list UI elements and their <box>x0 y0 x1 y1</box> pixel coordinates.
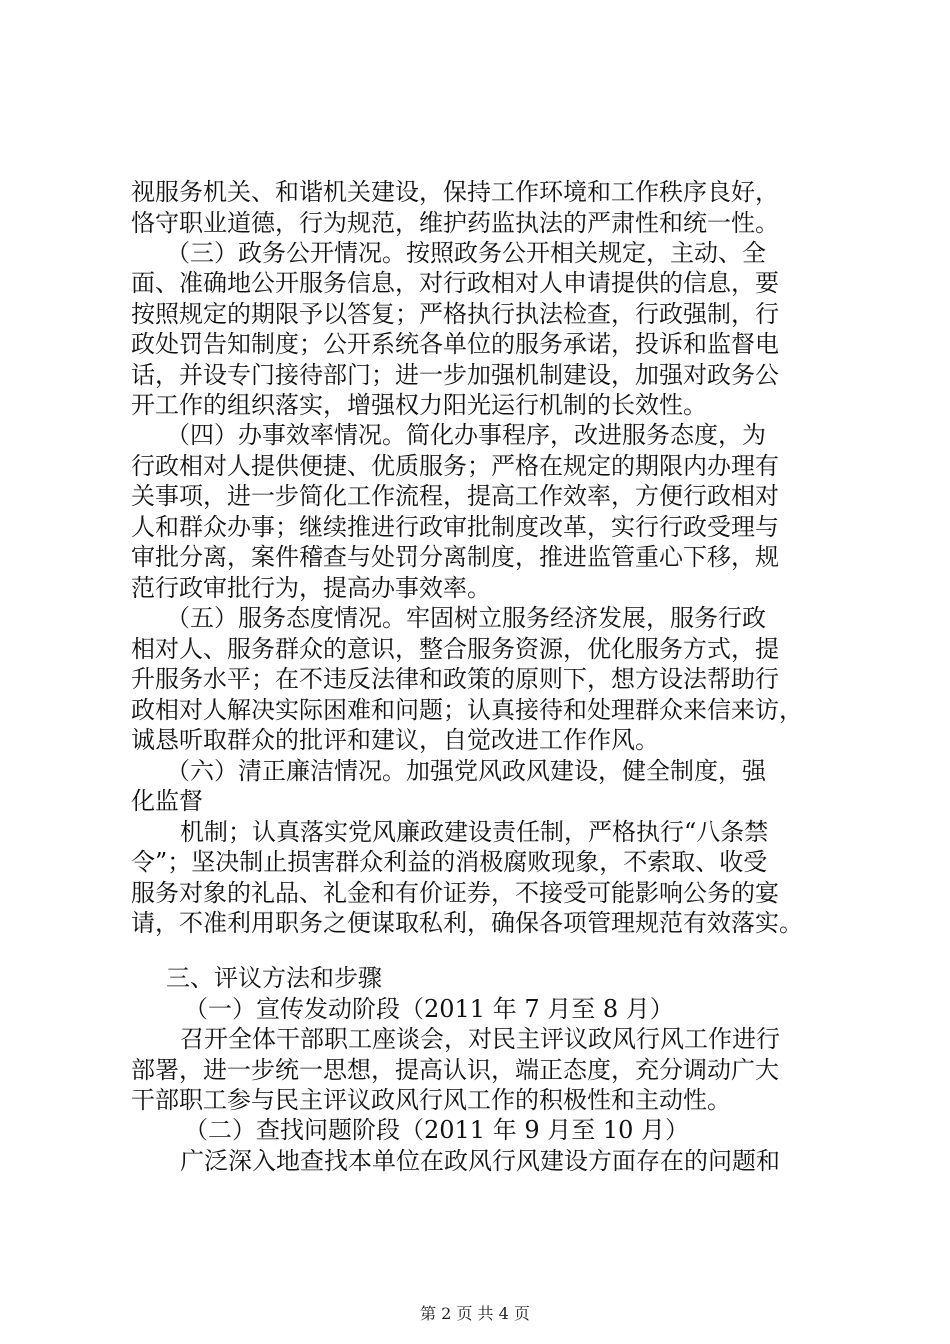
text-line: 按照规定的期限予以答复；严格执行执法检查，行政强制，行 <box>131 300 779 328</box>
text-line: 视服务机关、和谐机关建设，保持工作环境和工作秩序良好， <box>131 178 779 206</box>
text-line: 化监督 <box>131 787 203 815</box>
section-heading-line: （三）政务公开情况。按照政务公开相关规定，主动、全 <box>166 239 766 267</box>
text-line: 升服务水平；在不违反法律和政策的原则下，想方设法帮助行 <box>131 665 779 693</box>
text-line: 政相对人解决实际困难和问题；认真接待和处理群众来信来访， <box>131 696 803 724</box>
section-heading-line: （六）清正廉洁情况。加强党风政风建设，健全制度，强 <box>166 757 766 785</box>
text-line: 召开全体干部职工座谈会，对民主评议政风行风工作进行 <box>180 1025 780 1053</box>
section-heading-line: （四）办事效率情况。简化办事程序，改进服务态度，为 <box>166 421 766 449</box>
text-line: 审批分离，案件稽查与处罚分离制度，推进监管重心下移，规 <box>131 543 779 571</box>
text-line: 关事项，进一步简化工作流程，提高工作效率，方便行政相对 <box>131 482 779 510</box>
text-line: 面、准确地公开服务信息，对行政相对人申请提供的信息，要 <box>131 269 779 297</box>
section-heading-line: （一）宣传发动阶段（2011 年 7 月至 8 月） <box>184 995 674 1023</box>
text-line: 行政相对人提供便捷、优质服务；严格在规定的期限内办理有 <box>131 452 779 480</box>
section-heading-line: （二）查找问题阶段（2011 年 9 月至 10 月） <box>184 1116 690 1144</box>
text-line: 话，并设专门接待部门；进一步加强机制建设，加强对政务公 <box>131 361 779 389</box>
text-line: 恪守职业道德，行为规范，维护药监执法的严肃性和统一性。 <box>131 209 779 237</box>
chapter-heading: 三、评议方法和步骤 <box>166 964 382 992</box>
text-line: 干部职工参与民主评议政风行风工作的积极性和主动性。 <box>131 1086 731 1114</box>
text-line: 部署，进一步统一思想，提高认识，端正态度，充分调动广大 <box>131 1056 779 1084</box>
text-line: 广泛深入地查找本单位在政风行风建设方面存在的问题和 <box>180 1147 780 1175</box>
text-line: 人和群众办事；继续推进行政审批制度改革，实行行政受理与 <box>131 513 779 541</box>
text-line: 政处罚告知制度；公开系统各单位的服务承诺，投诉和监督电 <box>131 330 779 358</box>
section-heading-line: （五）服务态度情况。牢固树立服务经济发展，服务行政 <box>166 604 766 632</box>
text-line: 服务对象的礼品、礼金和有价证券，不接受可能影响公务的宴 <box>131 879 779 907</box>
text-line: 请，不准利用职务之便谋取私利，确保各项管理规范有效落实。 <box>131 909 803 937</box>
text-line: 范行政审批行为，提高办事效率。 <box>131 574 491 602</box>
text-line: 令”；坚决制止损害群众利益的消极腐败现象，不索取、收受 <box>131 848 768 876</box>
text-line: 相对人、服务群众的意识，整合服务资源，优化服务方式，提 <box>131 635 779 663</box>
page-number-footer: 第 2 页 共 4 页 <box>420 1304 530 1323</box>
text-line: 诚恳听取群众的批评和建议，自觉改进工作作风。 <box>131 726 659 754</box>
text-line: 机制；认真落实党风廉政建设责任制，严格执行“八条禁 <box>180 818 769 846</box>
text-line: 开工作的组织落实，增强权力阳光运行机制的长效性。 <box>131 391 707 419</box>
